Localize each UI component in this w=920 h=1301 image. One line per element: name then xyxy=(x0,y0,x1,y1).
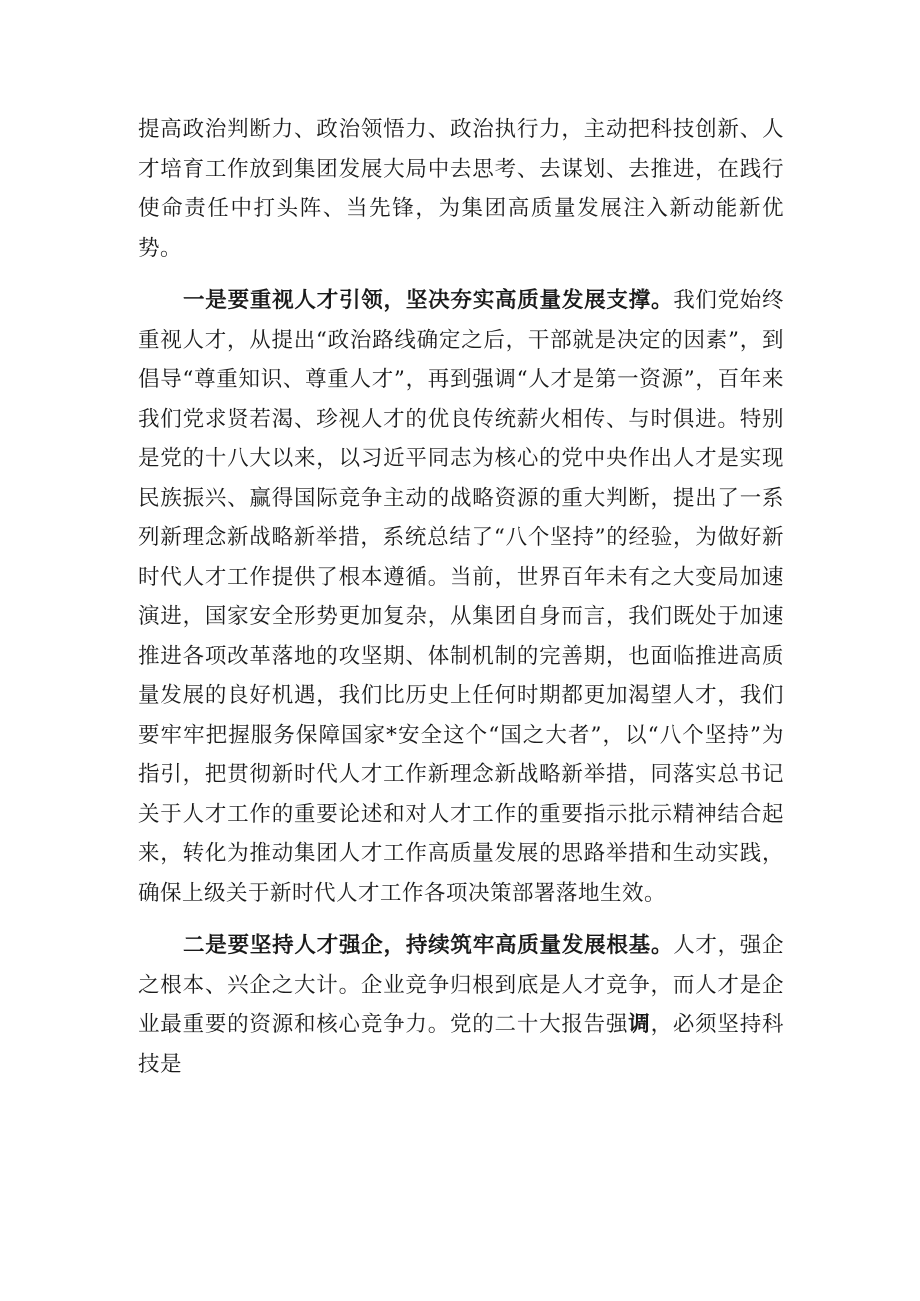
paragraph-heading: 一是要重视人才引领，坚决夯实高质量发展支撑。 xyxy=(183,288,674,313)
paragraph-text-tail: ，必须坚持科技是 xyxy=(138,1012,784,1077)
paragraph-intro-continuation xyxy=(138,110,784,268)
paragraph-heading: 二是要坚持人才强企，持续筑牢高质量发展根基。 xyxy=(183,933,674,958)
paragraph-text: 我们党始终重视人才，从提出“政治路线确定之后，干部就是决定的因素”，到倡导“尊重知识、尊重人才”，再到强调“人才是第一资源”，百年来我们党求贤若渴、珍视人才的优良传统薪火相传、与时俱进。特别是党的十八大以来，以习近平同志为核心的党中央作出人才是实现民族振兴、赢得国际竞争主动的战略资源的重大判断，提出了一系列新理念新战略新举措，系统总结了“八个坚持”的经验，为做好新时代人才工作提供了根本遵循。当前，世界百年未有之大变局加速演进，国家安全形势更加复杂，从集团自身而言，我们既处于加速推进各项改革落地的攻坚期、体制机制的完善期，也面临推进高质量发展的良好机遇，我们比历史上任何时期都更加渴望人才，我们要牢牢把握服务保障国家*安全这个“国之大者”，以“八个坚持”为指引，把贯彻新时代人才工作新理念新战略新举措，同落实总书记关于人才工作的重要论述和对人才工作的重要指示批示精神结合起来，转化为推动集团人才工作高质量发展的思路举措和生动实践，确保上级关于新时代人才工作各项决策部署落地生效。 xyxy=(138,288,784,906)
emphasized-character: 调 xyxy=(628,1012,651,1037)
paragraph-text: 提高政治判断力、政治领悟力、政治执行力，主动把科技创新、人才培育工作放到集团发展大局中去思考、去谋划、去推进，在践行使命责任中打头阵、当先锋，为集团高质量发展注入新动能新优势。 xyxy=(138,117,784,261)
paragraph-talent-leadership xyxy=(138,281,784,913)
paragraph-text: 人才，强企之根本、兴企之大计。企业竞争归根到底是人才竞争，而人才是企业最重要的资源和核心竞争力。党的二十大报告强 xyxy=(138,933,784,1037)
document-body xyxy=(138,110,784,1084)
paragraph-talent-strengthens-enterprise xyxy=(138,926,784,1084)
